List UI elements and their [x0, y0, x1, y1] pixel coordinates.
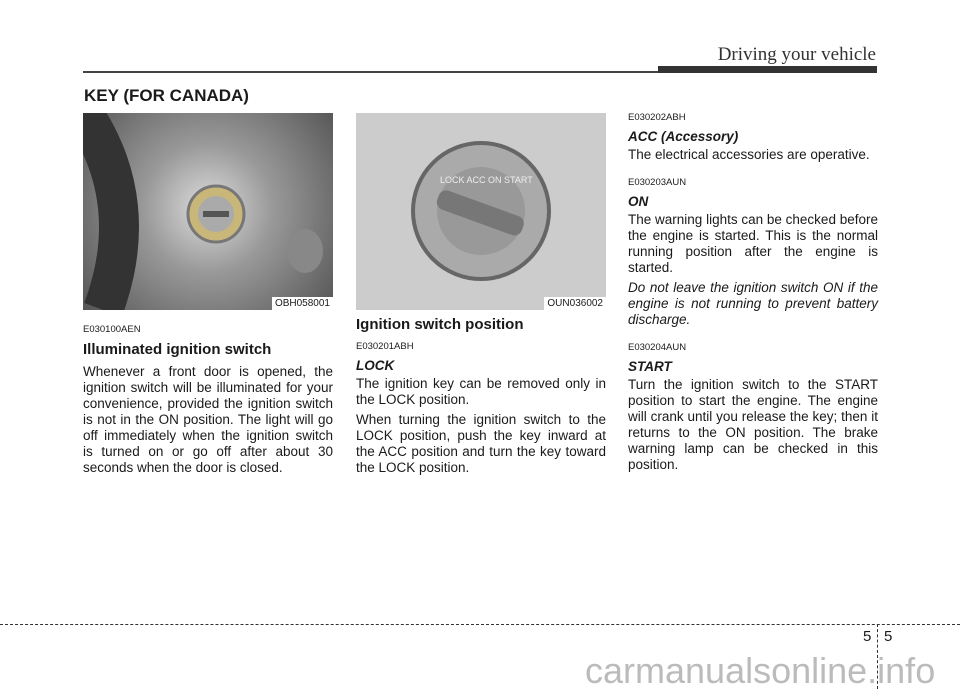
- ignition-photo: [83, 113, 333, 310]
- column-1: [83, 113, 333, 480]
- section-title: Driving your vehicle: [717, 44, 876, 65]
- header-bar: [658, 66, 877, 73]
- section-code: E030204AUN: [628, 342, 687, 353]
- ignition-dial-illustration: [356, 113, 606, 310]
- subheading: ACC (Accessory): [628, 129, 739, 144]
- ignition-dial-photo: [356, 113, 606, 310]
- footer-rule: [0, 624, 960, 625]
- chapter-number: 5: [863, 628, 872, 645]
- paragraph: When turning the ignition switch to the LOCK position, push the key inward at the ACC position and turn the key toward the LOCK position.: [356, 412, 606, 475]
- paragraph: Turn the ignition switch to the START position to start the engine. The engine will crank until you release the key; then it returns to the ON position. The brake warning lamp can be checked in this position.: [628, 377, 878, 472]
- heading: Ignition switch position: [356, 316, 524, 333]
- image-caption: OUN036002: [544, 297, 606, 310]
- column-2: [356, 113, 606, 480]
- page-title: KEY (FOR CANADA): [84, 86, 249, 105]
- ignition-illustration: [83, 113, 333, 310]
- section-code: E030201ABH: [356, 341, 414, 352]
- section-code: E030203AUN: [628, 177, 687, 188]
- page-number: 5: [884, 628, 893, 645]
- paragraph: The ignition key can be removed only in the LOCK position.: [356, 376, 606, 407]
- column-3: [628, 106, 878, 477]
- paragraph: The electrical accessories are operative.: [628, 147, 870, 162]
- subheading: ON: [628, 194, 649, 209]
- warning-paragraph: Do not leave the ignition switch ON if the engine is not running to prevent battery discharge.: [628, 280, 878, 327]
- dial-labels: LOCK ACC ON START: [440, 175, 533, 185]
- section-code: E030100AEN: [83, 324, 141, 335]
- watermark: carmanualsonline.info: [585, 650, 936, 689]
- paragraph: The warning lights can be checked before the engine is started. This is the normal running position after the engine is started.: [628, 212, 878, 275]
- heading: Illuminated ignition switch: [83, 341, 272, 358]
- subheading: START: [628, 359, 672, 374]
- image-caption: OBH058001: [272, 297, 333, 310]
- section-code: E030202ABH: [628, 112, 686, 123]
- paragraph: Whenever a front door is opened, the ignition switch will be illuminated for your convenience, provided the ignition switch is not in the ON position. The light will go off immediately when the ignition switch is turned on or go off after about 30 seconds when the door is closed.: [83, 364, 333, 475]
- subheading: LOCK: [356, 358, 395, 373]
